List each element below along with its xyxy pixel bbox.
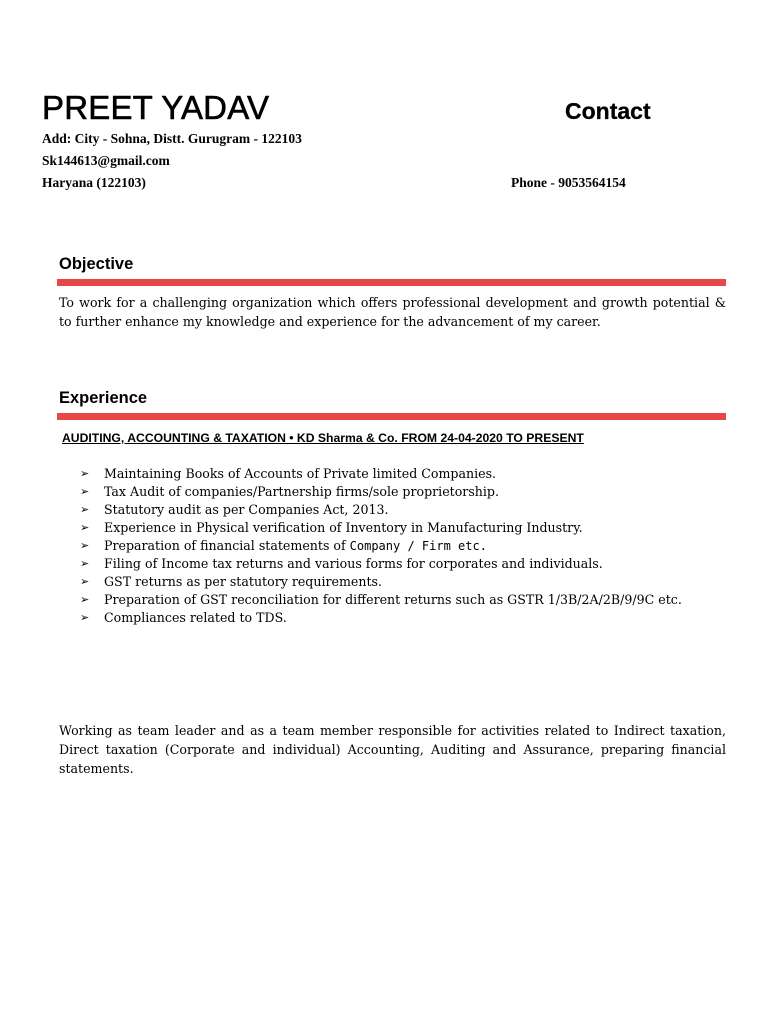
duty-text: Experience in Physical verification of Inventory in Manufacturing Industry. — [104, 520, 583, 535]
candidate-name: PREET YADAV — [42, 89, 270, 126]
arrow-bullet-icon: ➢ — [80, 467, 90, 480]
list-item — [80, 573, 682, 591]
objective-text: To work for a challenging organization which offers professional development and growth potential & to further enhance my knowledge and experience for the advancement of my career. — [59, 295, 726, 329]
arrow-bullet-icon: ➢ — [80, 611, 90, 624]
job-heading: AUDITING, ACCOUNTING & TAXATION • KD Sharma & Co. FROM 24-04-2020 TO PRESENT — [62, 431, 584, 445]
duty-text: Tax Audit of companies/Partnership firms/sole proprietorship. — [104, 484, 499, 499]
list-item — [80, 483, 682, 501]
arrow-bullet-icon: ➢ — [80, 539, 90, 552]
list-item — [80, 609, 682, 627]
experience-summary: Working as team leader and as a team member responsible for activities related to Indirect taxation, Direct taxation (Corporate and individual) Accounting, Auditing and Assurance, preparing financial statements. — [59, 723, 726, 776]
experience-title: Experience — [59, 389, 148, 407]
duty-text-suffix: Company / Firm etc. — [349, 539, 487, 553]
objective-divider — [57, 279, 726, 286]
contact-heading: Contact — [565, 98, 651, 124]
duty-text: Compliances related to TDS. — [104, 610, 287, 625]
arrow-bullet-icon: ➢ — [80, 575, 90, 588]
list-item — [80, 501, 682, 519]
arrow-bullet-icon: ➢ — [80, 593, 90, 606]
phone-line: Phone - 9053564154 — [511, 175, 626, 190]
arrow-bullet-icon: ➢ — [80, 503, 90, 516]
list-item — [80, 555, 682, 573]
objective-title: Objective — [59, 255, 134, 273]
duty-text: GST returns as per statutory requirements. — [104, 574, 383, 589]
duty-text: Maintaining Books of Accounts of Private limited Companies. — [104, 466, 497, 481]
duty-text: Preparation of GST reconciliation for different returns such as GSTR 1/3B/2A/2B/9/9C etc. — [104, 592, 682, 607]
arrow-bullet-icon: ➢ — [80, 485, 90, 498]
duty-text: Filing of Income tax returns and various forms for corporates and individuals. — [104, 556, 603, 571]
arrow-bullet-icon: ➢ — [80, 557, 90, 570]
duty-text: Preparation of financial statements of — [104, 538, 350, 553]
list-item — [80, 519, 682, 537]
list-item — [80, 465, 682, 483]
duties-list — [80, 465, 682, 627]
experience-divider — [57, 413, 726, 420]
list-item — [80, 537, 682, 555]
list-item — [80, 591, 682, 609]
arrow-bullet-icon: ➢ — [80, 521, 90, 534]
email-line: Sk144613@gmail.com — [42, 153, 170, 168]
duty-text: Statutory audit as per Companies Act, 2013. — [104, 502, 389, 517]
address-line: Add: City - Sohna, Distt. Gurugram - 122103 — [42, 131, 302, 146]
region-line: Haryana (122103) — [42, 175, 146, 190]
